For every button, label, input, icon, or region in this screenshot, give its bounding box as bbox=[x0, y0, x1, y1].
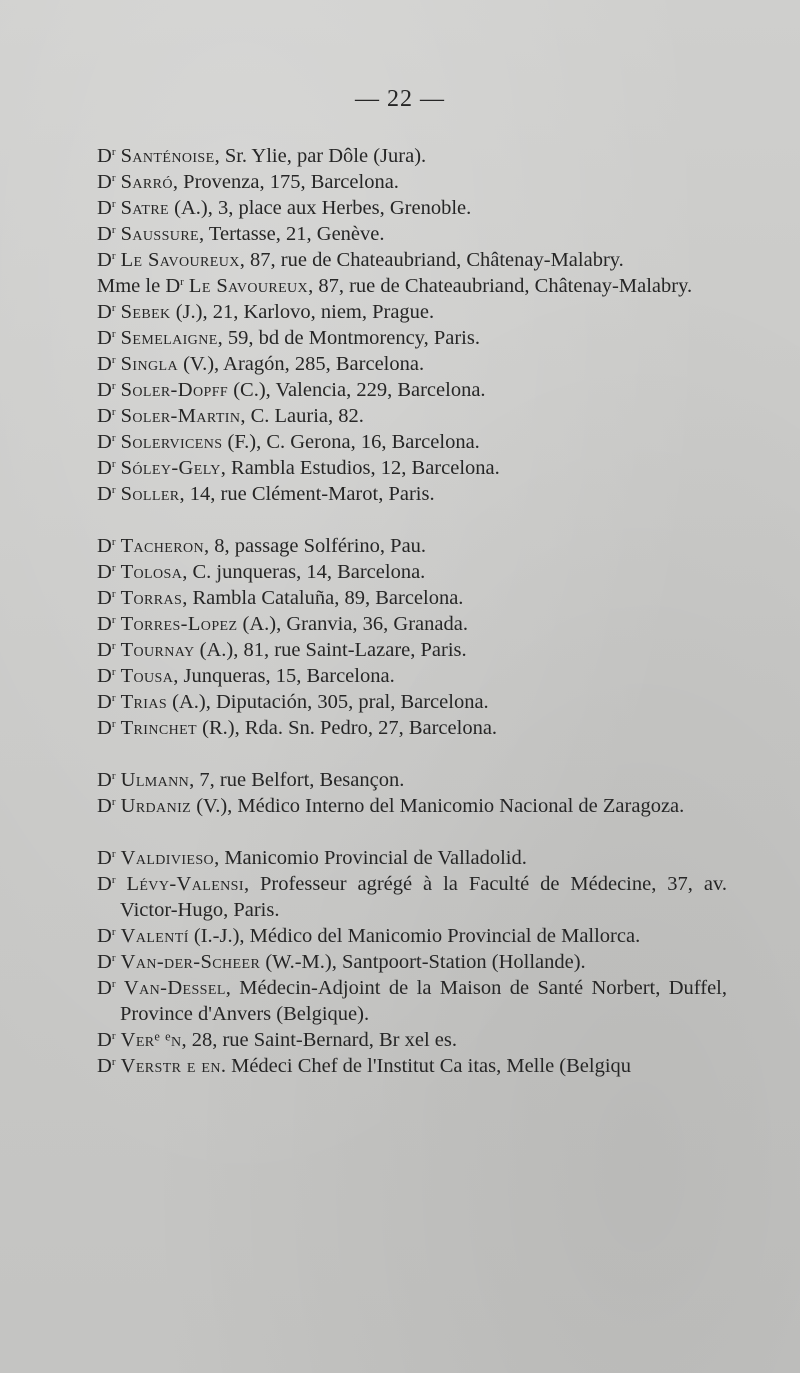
entry-title-superscript: r bbox=[111, 588, 116, 600]
entry-title-superscript: r bbox=[111, 406, 116, 418]
entry-name: Trias bbox=[120, 691, 168, 713]
directory-entry bbox=[97, 923, 727, 949]
directory-entry bbox=[97, 325, 727, 351]
entry-title-superscript: r bbox=[111, 354, 116, 366]
entry-title: D bbox=[97, 301, 112, 323]
entry-title: D bbox=[97, 353, 112, 375]
entry-title: D bbox=[97, 1029, 112, 1051]
directory-entry bbox=[97, 1027, 727, 1053]
directory-entry bbox=[97, 663, 727, 689]
entry-name: Van-der-Scheer bbox=[120, 951, 261, 973]
entry-title-superscript: r bbox=[111, 1056, 116, 1068]
entry-name: Sarró bbox=[120, 171, 173, 193]
directory-entry bbox=[97, 533, 727, 559]
entry-title: D bbox=[97, 613, 112, 635]
entry-details: , Médecin-Adjoint de la Maison de Santé Norbert, Duffel, Province d'Anvers (Belgique). bbox=[120, 977, 728, 1025]
entry-title: D bbox=[97, 379, 112, 401]
entry-title: D bbox=[97, 977, 112, 999]
entry-name: Soller bbox=[120, 483, 180, 505]
entry-title-superscript: r bbox=[111, 796, 116, 808]
entry-title-superscript: r bbox=[111, 250, 116, 262]
entry-details: (R.), Rda. Sn. Pedro, 27, Barcelona. bbox=[197, 717, 498, 739]
entry-title-superscript: r bbox=[111, 432, 116, 444]
entry-title: D bbox=[97, 691, 112, 713]
entry-name: Soler-Dopff bbox=[120, 379, 229, 401]
entry-name: Torres-Lopez bbox=[120, 613, 238, 635]
entry-details: , Manicomio Provincial de Valladolid. bbox=[214, 847, 527, 869]
entry-name: Trinchet bbox=[120, 717, 197, 739]
entry-title: D bbox=[97, 925, 112, 947]
entry-details: (A.), Diputación, 305, pral, Barcelona. bbox=[167, 691, 489, 713]
entry-title: D bbox=[97, 639, 112, 661]
entry-title-superscript: r bbox=[111, 328, 116, 340]
entry-title: D bbox=[97, 223, 112, 245]
entry-title: D bbox=[97, 249, 112, 271]
entry-details: . Médeci Chef de l'Institut Ca itas, Melle (Belgiqu bbox=[220, 1055, 632, 1077]
directory-list bbox=[97, 143, 727, 1079]
entry-name: Sóley-Gely bbox=[120, 457, 221, 479]
entry-details: (A.), 3, place aux Herbes, Grenoble. bbox=[169, 197, 472, 219]
entry-title-superscript: r bbox=[111, 874, 116, 886]
entry-name: Van-Dessel bbox=[123, 977, 226, 999]
entry-name: Valentí bbox=[120, 925, 189, 947]
directory-entry bbox=[97, 793, 727, 819]
entry-details: , Rambla Cataluña, 89, Barcelona. bbox=[182, 587, 464, 609]
entry-details: , 87, rue de Chateaubriand, Châtenay-Malabry. bbox=[308, 275, 693, 297]
entry-title-superscript: r bbox=[111, 978, 116, 990]
entry-name: Soler-Martin bbox=[120, 405, 241, 427]
entry-title-superscript: r bbox=[111, 640, 116, 652]
entry-details: , Sr. Ylie, par Dôle (Jura). bbox=[214, 145, 427, 167]
entry-title: D bbox=[97, 769, 112, 791]
directory-entry bbox=[97, 299, 727, 325]
entry-title: D bbox=[97, 665, 112, 687]
entry-name: Tolosa bbox=[120, 561, 183, 583]
directory-section bbox=[97, 533, 727, 741]
entry-title: D bbox=[97, 197, 112, 219]
directory-entry bbox=[97, 559, 727, 585]
entry-details: (C.), Valencia, 229, Barcelona. bbox=[228, 379, 486, 401]
entry-name: Solervicens bbox=[120, 431, 223, 453]
entry-title-superscript: r bbox=[111, 692, 116, 704]
directory-entry bbox=[97, 585, 727, 611]
entry-title: D bbox=[97, 1055, 112, 1077]
entry-details: (V.), Médico Interno del Manicomio Nacional de Zaragoza. bbox=[191, 795, 685, 817]
directory-entry bbox=[97, 351, 727, 377]
entry-name: Santénoise bbox=[120, 145, 215, 167]
entry-title-superscript: r bbox=[111, 224, 116, 236]
entry-details: (V.), Aragón, 285, Barcelona. bbox=[177, 353, 425, 375]
directory-entry bbox=[97, 455, 727, 481]
entry-title: D bbox=[97, 431, 112, 453]
entry-title-superscript: r bbox=[111, 380, 116, 392]
entry-title-superscript: r bbox=[111, 926, 116, 938]
directory-entry bbox=[97, 871, 727, 923]
entry-name: Le Savoureux bbox=[120, 249, 240, 271]
entry-details: , Rambla Estudios, 12, Barcelona. bbox=[220, 457, 500, 479]
entry-title: D bbox=[97, 795, 112, 817]
entry-title-superscript: r bbox=[111, 536, 116, 548]
entry-title: D bbox=[97, 873, 112, 895]
entry-title: D bbox=[97, 717, 112, 739]
entry-details: , Professeur agrégé à la Faculté de Médecine, 37, av. Victor-Hugo, Paris. bbox=[120, 873, 728, 921]
entry-title-superscript: r bbox=[111, 172, 116, 184]
entry-title-superscript: r bbox=[111, 848, 116, 860]
entry-details: , 59, bd de Montmorency, Paris. bbox=[217, 327, 480, 349]
entry-details: , C. Lauria, 82. bbox=[240, 405, 364, 427]
entry-title: D bbox=[97, 483, 112, 505]
directory-entry bbox=[97, 715, 727, 741]
entry-details: , 8, passage Solférino, Pau. bbox=[204, 535, 427, 557]
entry-title-superscript: r bbox=[111, 770, 116, 782]
entry-details: (W.-M.), Santpoort-Station (Hollande). bbox=[260, 951, 586, 973]
directory-entry bbox=[97, 1053, 727, 1079]
entry-name: Saussure bbox=[120, 223, 200, 245]
entry-details: , 87, rue de Chateaubriand, Châtenay-Malabry. bbox=[239, 249, 624, 271]
entry-title-superscript: r bbox=[111, 1030, 116, 1042]
entry-details: , 14, rue Clément-Marot, Paris. bbox=[179, 483, 435, 505]
entry-details: (F.), C. Gerona, 16, Barcelona. bbox=[222, 431, 480, 453]
directory-entry bbox=[97, 377, 727, 403]
directory-entry bbox=[97, 975, 727, 1027]
entry-name: Semelaigne bbox=[120, 327, 218, 349]
entry-name: Tournay bbox=[120, 639, 195, 661]
entry-details: , 7, rue Belfort, Besançon. bbox=[189, 769, 405, 791]
entry-details: , Tertasse, 21, Genève. bbox=[199, 223, 385, 245]
directory-entry bbox=[97, 195, 727, 221]
entry-title-superscript: r bbox=[111, 666, 116, 678]
entry-title-superscript: r bbox=[111, 718, 116, 730]
entry-name: Tousa bbox=[120, 665, 174, 687]
entry-title: D bbox=[97, 457, 112, 479]
directory-entry bbox=[97, 429, 727, 455]
entry-title-superscript: r bbox=[111, 614, 116, 626]
directory-entry bbox=[97, 273, 727, 299]
entry-name: Valdivieso bbox=[120, 847, 215, 869]
entry-title-superscript: r bbox=[111, 952, 116, 964]
entry-title-superscript: r bbox=[111, 146, 116, 158]
entry-details: (A.), 81, rue Saint-Lazare, Paris. bbox=[194, 639, 467, 661]
directory-entry bbox=[97, 689, 727, 715]
entry-title: D bbox=[97, 145, 112, 167]
entry-title: D bbox=[97, 405, 112, 427]
entry-details: (J.), 21, Karlovo, niem, Prague. bbox=[170, 301, 435, 323]
entry-title: D bbox=[97, 951, 112, 973]
entry-details: , Provenza, 175, Barcelona. bbox=[172, 171, 399, 193]
entry-title: D bbox=[97, 535, 112, 557]
directory-entry bbox=[97, 221, 727, 247]
entry-title: D bbox=[97, 847, 112, 869]
directory-entry bbox=[97, 169, 727, 195]
entry-details: (I.-J.), Médico del Manicomio Provincial de Mallorca. bbox=[188, 925, 641, 947]
entry-name: Lévy-Valensi bbox=[126, 873, 244, 895]
entry-name: Verstr e en bbox=[120, 1055, 221, 1077]
entry-title-superscript: r bbox=[111, 458, 116, 470]
directory-entry bbox=[97, 949, 727, 975]
entry-title-superscript: r bbox=[111, 484, 116, 496]
entry-name: Sebek bbox=[120, 301, 171, 323]
entry-name: Ulmann bbox=[120, 769, 190, 791]
entry-name: Satre bbox=[120, 197, 170, 219]
entry-title-superscript: r bbox=[111, 198, 116, 210]
entry-title: D bbox=[97, 327, 112, 349]
directory-entry bbox=[97, 143, 727, 169]
entry-details: , 28, rue Saint-Bernard, Br xel es. bbox=[181, 1029, 457, 1051]
entry-title: D bbox=[97, 587, 112, 609]
entry-name: Torras bbox=[120, 587, 183, 609]
entry-name: Le Savoureux bbox=[188, 275, 309, 297]
directory-entry bbox=[97, 403, 727, 429]
entry-details: , Junqueras, 15, Barcelona. bbox=[173, 665, 395, 687]
directory-entry bbox=[97, 637, 727, 663]
directory-entry bbox=[97, 611, 727, 637]
entry-name: Ver᠎ᵉ᠎ ᵉn bbox=[120, 1029, 182, 1051]
entry-name: Urdaniz bbox=[120, 795, 192, 817]
directory-section bbox=[97, 767, 727, 819]
directory-entry bbox=[97, 247, 727, 273]
entry-title: D bbox=[97, 171, 112, 193]
entry-title: Mme le D bbox=[97, 275, 181, 297]
directory-section bbox=[97, 845, 727, 1079]
directory-entry bbox=[97, 767, 727, 793]
entry-title-superscript: r bbox=[111, 562, 116, 574]
entry-title-superscript: r bbox=[180, 276, 184, 288]
directory-entry bbox=[97, 481, 727, 507]
entry-title-superscript: r bbox=[111, 302, 116, 314]
entry-details: (A.), Granvia, 36, Granada. bbox=[237, 613, 468, 635]
entry-name: Tacheron bbox=[120, 535, 205, 557]
entry-details: , C. junqueras, 14, Barcelona. bbox=[182, 561, 426, 583]
entry-name: Singla bbox=[120, 353, 178, 375]
directory-section bbox=[97, 143, 727, 507]
directory-entry bbox=[97, 845, 727, 871]
entry-title: D bbox=[97, 561, 112, 583]
page-number: — 22 — bbox=[355, 86, 445, 112]
